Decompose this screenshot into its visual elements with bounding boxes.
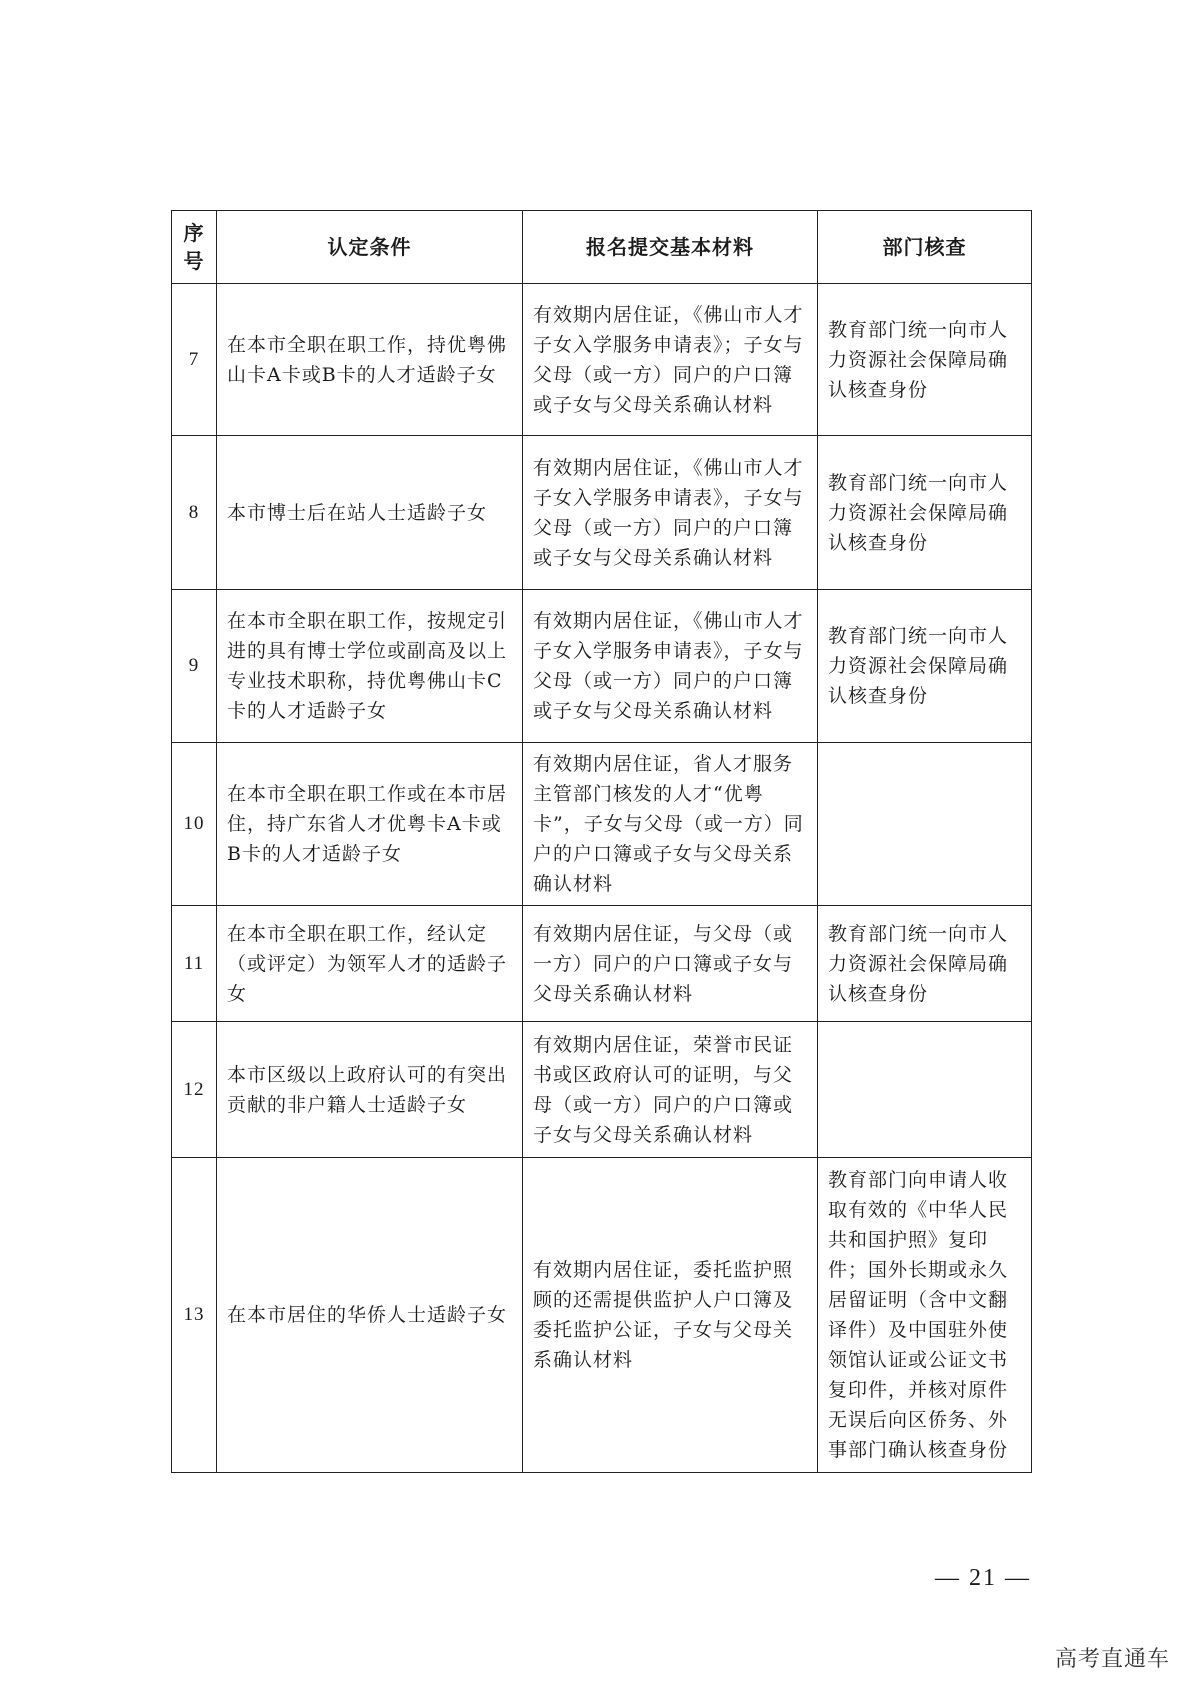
table-row: [172, 1022, 1032, 1158]
row-review: 教育部门统一向市人力资源社会保障局确认核查身份: [818, 284, 1032, 436]
row-condition: 本市区级以上政府认可的有突出贡献的非户籍人士适龄子女: [217, 1022, 523, 1158]
row-no: 10: [172, 743, 217, 906]
row-review: [818, 743, 1032, 906]
table-row: [172, 590, 1032, 743]
row-review: 教育部门向申请人收取有效的《中华人民共和国护照》复印件；国外长期或永久居留证明（含中文翻译件）及中国驻外使领馆认证或公证文书复印件，并核对原件无误后向区侨务、外事部门确认核查身份: [818, 1158, 1032, 1473]
table-row: [172, 1158, 1032, 1473]
row-no: 9: [172, 590, 217, 743]
row-no: 7: [172, 284, 217, 436]
row-no: 13: [172, 1158, 217, 1473]
table-header-row: [172, 211, 1032, 284]
row-materials: 有效期内居住证，荣誉市民证书或区政府认可的证明，与父母（或一方）同户的户口簿或子女与父母关系确认材料: [523, 1022, 818, 1158]
row-no: 11: [172, 906, 217, 1022]
watermark: 高考直通车: [1054, 1647, 1170, 1672]
header-materials: 报名提交基本材料: [523, 211, 818, 284]
row-materials: 有效期内居住证，《佛山市人才子女入学服务申请表》，子女与父母（或一方）同户的户口簿或子女与父母关系确认材料: [523, 436, 818, 590]
row-condition: 在本市全职在职工作或在本市居住，持广东省人才优粤卡A卡或B卡的人才适龄子女: [217, 743, 523, 906]
row-condition: 在本市全职在职工作，按规定引进的具有博士学位或副高及以上专业技术职称，持优粤佛山卡C卡的人才适龄子女: [217, 590, 523, 743]
row-materials: 有效期内居住证，《佛山市人才子女入学服务申请表》；子女与父母（或一方）同户的户口簿或子女与父母关系确认材料: [523, 284, 818, 436]
table-row: [172, 906, 1032, 1022]
row-review: [818, 1022, 1032, 1158]
row-condition: 在本市全职在职工作，持优粤佛山卡A卡或B卡的人才适龄子女: [217, 284, 523, 436]
row-no: 8: [172, 436, 217, 590]
row-materials: 有效期内居住证，《佛山市人才子女入学服务申请表》，子女与父母（或一方）同户的户口簿或子女与父母关系确认材料: [523, 590, 818, 743]
table-row: [172, 743, 1032, 906]
table-row: [172, 284, 1032, 436]
row-review: 教育部门统一向市人力资源社会保障局确认核查身份: [818, 906, 1032, 1022]
requirements-table: [171, 210, 1032, 1473]
row-condition: 在本市全职在职工作，经认定（或评定）为领军人才的适龄子女: [217, 906, 523, 1022]
row-review: 教育部门统一向市人力资源社会保障局确认核查身份: [818, 590, 1032, 743]
table-row: [172, 436, 1032, 590]
row-materials: 有效期内居住证，委托监护照顾的还需提供监护人户口簿及委托监护公证，子女与父母关系确认材料: [523, 1158, 818, 1473]
header-no: 序号: [172, 211, 217, 284]
row-condition: 在本市居住的华侨人士适龄子女: [217, 1158, 523, 1473]
header-condition: 认定条件: [217, 211, 523, 284]
page-number: — 21 —: [935, 1565, 1031, 1591]
row-condition: 本市博士后在站人士适龄子女: [217, 436, 523, 590]
row-review: 教育部门统一向市人力资源社会保障局确认核查身份: [818, 436, 1032, 590]
row-materials: 有效期内居住证，与父母（或一方）同户的户口簿或子女与父母关系确认材料: [523, 906, 818, 1022]
row-no: 12: [172, 1022, 217, 1158]
row-materials: 有效期内居住证，省人才服务主管部门核发的人才“优粤卡”，子女与父母（或一方）同户的户口簿或子女与父母关系确认材料: [523, 743, 818, 906]
header-review: 部门核查: [818, 211, 1032, 284]
